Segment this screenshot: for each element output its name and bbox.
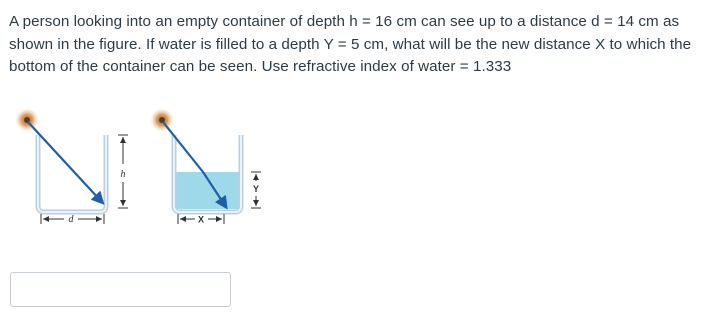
water-depth-label: Y — [252, 184, 260, 194]
answer-input[interactable] — [10, 272, 231, 307]
left-panel — [15, 108, 128, 225]
water-depth-dimension — [251, 172, 261, 208]
height-dimension — [118, 135, 128, 208]
empty-container — [38, 135, 106, 212]
container-figure — [0, 100, 300, 240]
question-text: A person looking into an empty container of depth h = 16 cm can see up to a distance d = 14 cm as shown in the figure. If water is filled to a depth Y = 5 cm, what will be the new distance X to which the bottom of the container can be seen. Use refractive index of water = 1.333 — [9, 13, 692, 75]
distance-d-label: d — [68, 214, 74, 225]
light-ray-right-air — [163, 122, 203, 172]
height-label: h — [120, 169, 126, 180]
distance-x-label: X — [197, 214, 205, 225]
right-panel — [150, 108, 261, 225]
distance-x-dimension — [178, 214, 224, 225]
distance-d-dimension — [41, 214, 104, 225]
